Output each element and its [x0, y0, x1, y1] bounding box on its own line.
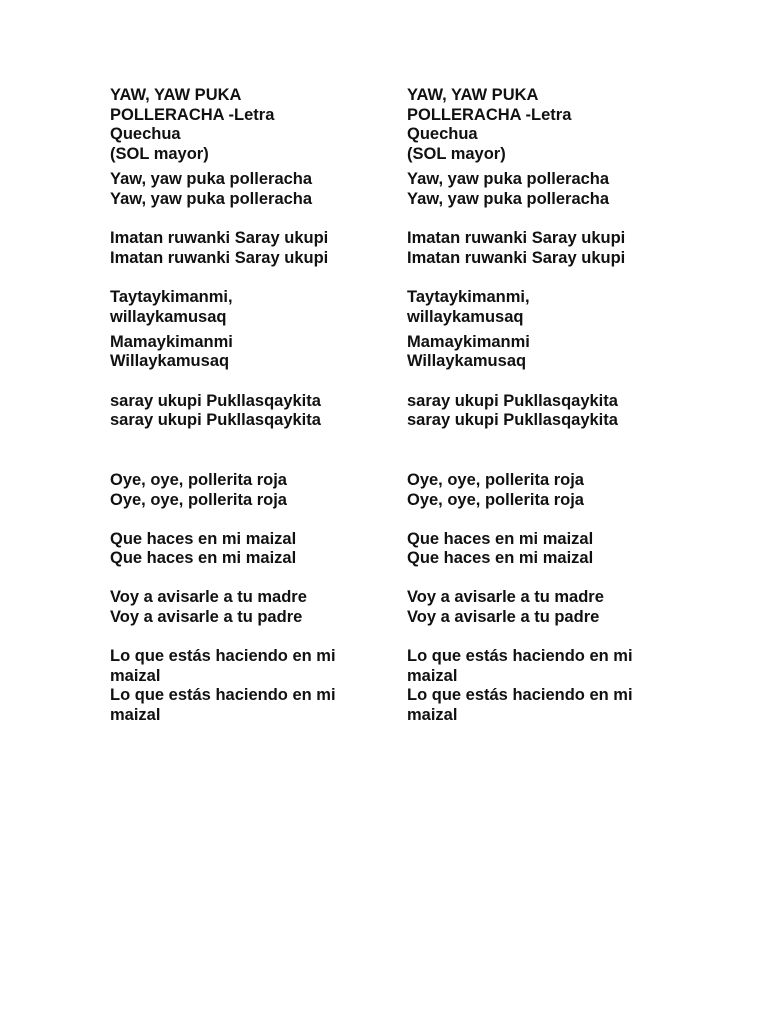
lyric-line: Imatan ruwanki Saray ukupi: [407, 248, 626, 267]
lyric-line: Voy a avisarle a tu padre: [407, 608, 600, 627]
title-line: POLLERACHA -Letra: [110, 105, 275, 124]
verse-9: [110, 647, 380, 725]
lyric-line: Que haces en mi maizal: [110, 549, 297, 568]
lyric-line: Taytaykimanmi,: [407, 288, 530, 307]
lyric-line: Que haces en mi maizal: [110, 529, 297, 548]
lyric-line: Imatan ruwanki Saray ukupi: [110, 229, 329, 248]
lyric-line: Willaykamusaq: [407, 352, 527, 371]
lyric-line: willaykamusaq: [407, 307, 524, 326]
lyric-line: saray ukupi Pukllasqaykita: [407, 391, 618, 410]
lyric-line: Yaw, yaw puka polleracha: [407, 170, 610, 189]
lyric-line: Mamaykimanmi: [407, 332, 530, 351]
verse-5: [407, 392, 677, 431]
lyric-line: Voy a avisarle a tu madre: [407, 588, 604, 607]
lyric-line: Lo que estás haciendo en mi: [407, 686, 633, 705]
verse-4: [110, 333, 380, 372]
verse-3: [407, 288, 677, 327]
verse-5: [110, 392, 380, 431]
lyric-line: Willaykamusaq: [110, 352, 230, 371]
title-line: YAW, YAW PUKA: [407, 86, 539, 104]
lyric-line: Voy a avisarle a tu madre: [110, 588, 307, 607]
lyric-line: maizal: [110, 706, 161, 725]
lyrics-column-right: [407, 86, 677, 726]
lyric-line: saray ukupi Pukllasqaykita: [110, 391, 321, 410]
title-line: (SOL mayor): [407, 144, 506, 163]
song-title: [407, 86, 677, 164]
lyric-line: Imatan ruwanki Saray ukupi: [110, 248, 329, 267]
verse-4: [407, 333, 677, 372]
lyric-line: Oye, oye, pollerita roja: [110, 490, 287, 509]
lyric-line: Taytaykimanmi,: [110, 288, 233, 307]
verse-1: [110, 170, 380, 209]
verse-8: [407, 588, 677, 627]
verse-9: [407, 647, 677, 725]
lyric-line: maizal: [407, 706, 458, 725]
verse-7: [407, 530, 677, 569]
lyric-line: Lo que estás haciendo en mi: [110, 647, 336, 666]
lyric-line: Oye, oye, pollerita roja: [407, 490, 584, 509]
lyric-line: saray ukupi Pukllasqaykita: [110, 411, 321, 430]
lyric-line: willaykamusaq: [110, 307, 227, 326]
lyric-line: Que haces en mi maizal: [407, 549, 594, 568]
verse-1: [407, 170, 677, 209]
song-title: [110, 86, 380, 164]
lyric-line: maizal: [407, 666, 458, 685]
lyric-line: Lo que estás haciendo en mi: [110, 686, 336, 705]
verse-2: [407, 229, 677, 268]
title-line: YAW, YAW PUKA: [110, 86, 242, 104]
lyric-line: Oye, oye, pollerita roja: [407, 470, 584, 489]
verse-6: [407, 471, 677, 510]
lyric-line: Imatan ruwanki Saray ukupi: [407, 229, 626, 248]
lyric-line: saray ukupi Pukllasqaykita: [407, 411, 618, 430]
lyrics-column-left: [110, 86, 380, 726]
verse-7: [110, 530, 380, 569]
lyric-line: Yaw, yaw puka polleracha: [110, 189, 313, 208]
lyric-line: Mamaykimanmi: [110, 332, 233, 351]
verse-3: [110, 288, 380, 327]
title-line: Quechua: [110, 125, 181, 144]
verse-6: [110, 471, 380, 510]
lyric-line: Voy a avisarle a tu padre: [110, 608, 303, 627]
lyric-line: Oye, oye, pollerita roja: [110, 470, 287, 489]
title-line: POLLERACHA -Letra: [407, 105, 572, 124]
lyric-line: Yaw, yaw puka polleracha: [407, 189, 610, 208]
lyric-line: Que haces en mi maizal: [407, 529, 594, 548]
verse-8: [110, 588, 380, 627]
title-line: Quechua: [407, 125, 478, 144]
lyric-line: Yaw, yaw puka polleracha: [110, 170, 313, 189]
verse-2: [110, 229, 380, 268]
lyric-line: maizal: [110, 666, 161, 685]
lyric-line: Lo que estás haciendo en mi: [407, 647, 633, 666]
title-line: (SOL mayor): [110, 144, 209, 163]
